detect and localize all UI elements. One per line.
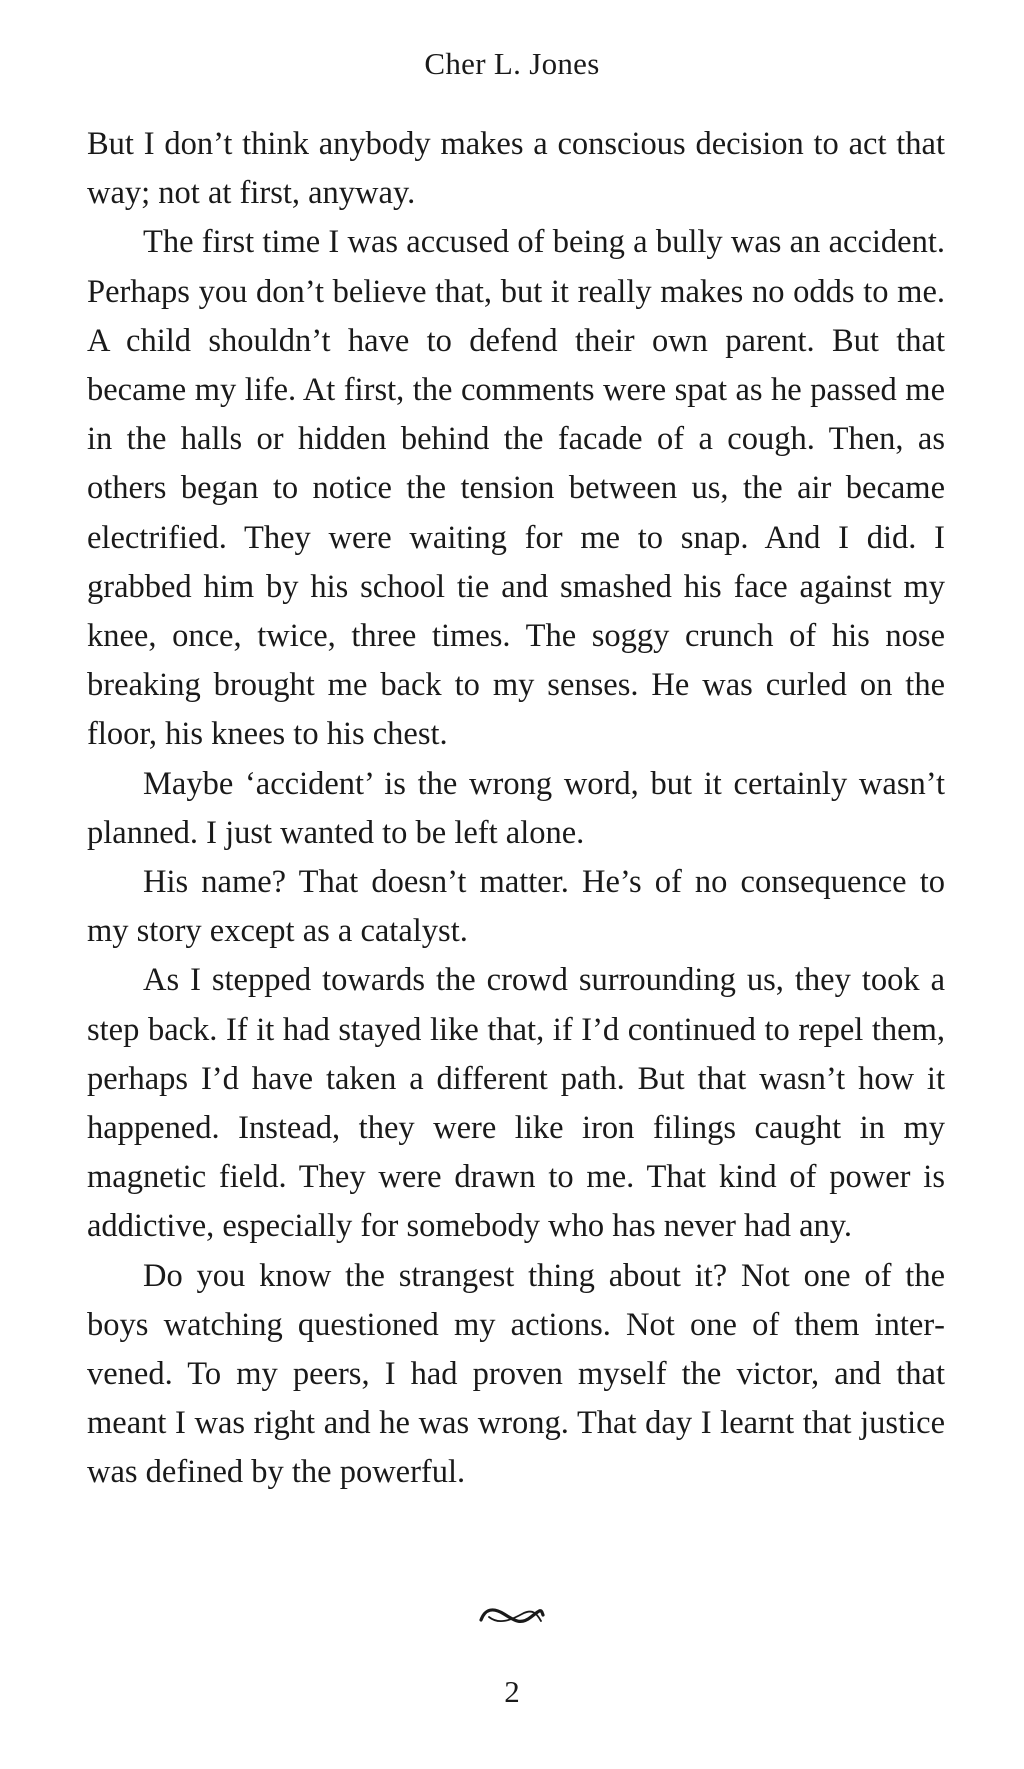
paragraph: But I don’t think anybody makes a conscious decision to act that way; not at first, anyway. [87,126,945,212]
swash-ornament-icon [477,1600,547,1634]
paragraph: Do you know the strangest thing about it? Not one of the boys watching questioned my actions. Not one of them intervened. To my peers, I had proven myself the victor, and that meant I was right and he was wrong. That day I learnt that justice was defined by the powerful. [87,1257,945,1491]
paragraph: As I stepped towards the crowd surrounding us, they took a step back. If it had stayed like that, if I’d continued to repel them, perhaps I’d have taken a different path. But that wasn’t how it happened. Instead, they were like iron filings caught in my magnetic field. They were drawn to me. That kind of power is addictive, especially for somebody who has never had any. [87,962,945,1245]
paragraph: Maybe ‘accident’ is the wrong word, but it certainly wasn’t planned. I just wanted to be left alone. [87,765,945,851]
page-number: 2 [504,1674,520,1709]
paragraph: The first time I was accused of being a bully was an accident. Perhaps you don’t believe that, but it really makes no odds to me. A child shouldn’t have to defend their own parent. But that became my life. At first, the comments were spat as he passed me in the halls or hidden behind the facade of a cough. Then, as others began to notice the tension between us, the air became electrified. They were waiting for me to snap. And I did. I grabbed him by his school tie and smashed his face against my knee, once, twice, three times. The soggy crunch of his nose breaking brought me back to my senses. He was curled on the floor, his knees to his chest. [87,224,945,753]
body-text [87,120,945,1498]
paragraph: His name? That doesn’t matter. He’s of no consequence to my story except as a catalyst. [87,864,945,950]
running-header: Cher L. Jones [424,46,600,81]
